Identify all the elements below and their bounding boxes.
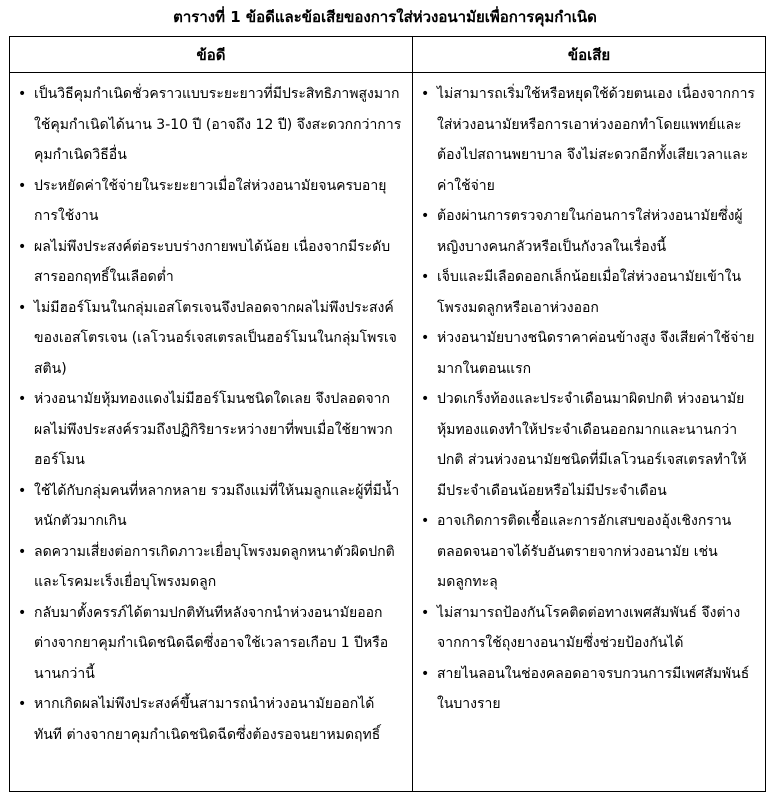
advantages-cell — [10, 73, 413, 792]
disadvantage-item-text: สายไนลอนในช่องคลอดอาจรบกวนการมีเพศสัมพันธ์ในบางราย — [437, 665, 750, 712]
bullet-icon: • — [421, 391, 430, 407]
advantage-item-text: ประหยัดค่าใช้จ่ายในระยะยาวเมื่อใส่ห่วงอนามัยจนครบอายุการใช้งาน — [34, 177, 387, 224]
disadvantage-item — [421, 262, 755, 323]
table-header-row — [10, 37, 766, 73]
advantage-item-text: กลับมาตั้งครรภ์ได้ตามปกติทันทีหลังจากนำห่วงอนามัยออก ต่างจากยาคุมกำเนิดชนิดฉีดซึ่งอาจใช้เวลารอเกือบ 1 ปีหรือนานกว่านี้ — [34, 604, 389, 682]
disadvantage-item — [421, 659, 755, 720]
disadvantage-item — [421, 506, 755, 598]
disadvantage-item — [421, 79, 755, 201]
bullet-icon: • — [421, 513, 430, 529]
advantage-item-text: ห่วงอนามัยหุ้มทองแดงไม่มีฮอร์โมนชนิดใดเลย จึงปลอดจากผลไม่พึงประสงค์รวมถึงปฏิกิริยาระหว่างยาที่พบเมื่อใช้ยาพวกฮอร์โมน — [34, 391, 393, 468]
advantages-list — [10, 73, 412, 750]
disadvantage-item-text: เจ็บและมีเลือดออกเล็กน้อยเมื่อใส่ห่วงอนามัยเข้าในโพรงมดลูกหรือเอาห่วงออก — [437, 269, 742, 316]
bullet-icon: • — [421, 208, 430, 224]
bullet-icon: • — [421, 86, 430, 102]
table-body-row — [10, 73, 766, 792]
bullet-icon: • — [421, 665, 430, 682]
disadvantage-item-text: อาจเกิดการติดเชื้อและการอักเสบของอุ้งเชิงกราน ตลอดจนอาจได้รับอันตรายจากห่วงอนามัย เช่น มดลูกทะลุ — [437, 513, 732, 590]
disadvantages-list — [413, 73, 765, 720]
advantage-item-text: เป็นวิธีคุมกำเนิดชั่วคราวแบบระยะยาวที่มีประสิทธิภาพสูงมาก ใช้คุมกำเนิดได้นาน 3-10 ปี (อาจถึง 12 ปี) จึงสะดวกกว่าการคุมกำเนิดวิธีอื่น — [34, 86, 402, 163]
bullet-icon: • — [18, 238, 27, 255]
disadvantage-item-text: ต้องผ่านการตรวจภายในก่อนการใส่ห่วงอนามัยซึ่งผู้หญิงบางคนกลัวหรือเป็นกังวลในเรื่องนี้ — [437, 208, 743, 255]
bullet-icon: • — [18, 86, 27, 102]
disadvantage-item — [421, 384, 755, 506]
disadvantage-item-text: ห่วงอนามัยบางชนิดราคาค่อนข้างสูง จึงเสียค่าใช้จ่ายมากในตอนแรก — [437, 330, 755, 377]
advantage-item-text: ลดความเสี่ยงต่อการเกิดภาวะเยื่อบุโพรงมดลูกหนาตัวผิดปกติและโรคมะเร็งเยื่อบุโพรงมดลูก — [34, 543, 395, 590]
disadvantages-cell — [413, 73, 766, 792]
bullet-icon: • — [421, 269, 430, 285]
disadvantage-item — [421, 323, 755, 384]
advantage-item-text: ใช้ได้กับกลุ่มคนที่หลากหลาย รวมถึงแม่ที่ให้นมลูกและผู้ที่มีน้ำหนักตัวมากเกิน — [34, 482, 400, 529]
pros-cons-table — [9, 36, 766, 792]
bullet-icon: • — [18, 604, 27, 621]
disadvantages-header: ข้อเสีย — [413, 37, 766, 73]
bullet-icon: • — [18, 543, 27, 560]
advantage-item — [18, 171, 402, 232]
table-title: ตารางที่ 1 ข้อดีและข้อเสียของการใส่ห่วงอนามัยเพื่อการคุมกำเนิด — [173, 8, 597, 26]
advantage-item-text: ไม่มีฮอร์โมนในกลุ่มเอสโตรเจนจึงปลอดจากผลไม่พึงประสงค์ของเอสโตรเจน (เลโวนอร์เจสเตรลเป็นฮอร์โมนในกลุ่มโพรเจสติน) — [34, 299, 397, 377]
advantage-item — [18, 598, 402, 690]
advantage-item — [18, 689, 402, 750]
disadvantage-item-text: ไม่สามารถเริ่มใช้หรือหยุดใช้ด้วยตนเอง เนื่องจากการใส่ห่วงอนามัยหรือการเอาห่วงออกทำโดยแพทย์และต้องไปสถานพยาบาล จึงไม่สะดวกอีกทั้งเสียเวลาและค่าใช้จ่าย — [437, 86, 755, 194]
bullet-icon: • — [18, 299, 27, 316]
advantage-item-text: หากเกิดผลไม่พึงประสงค์ขึ้นสามารถนำห่วงอนามัยออกได้ทันที ต่างจากยาคุมกำเนิดชนิดฉีดซึ่งต้องรอจนยาหมดฤทธิ์ — [34, 696, 381, 743]
bullet-icon: • — [18, 482, 27, 499]
advantage-item — [18, 537, 402, 598]
disadvantage-item — [421, 598, 755, 659]
bullet-icon: • — [18, 391, 27, 407]
bullet-icon: • — [421, 330, 430, 346]
advantage-item-text: ผลไม่พึงประสงค์ต่อระบบร่างกายพบได้น้อย เนื่องจากมีระดับสารออกฤทธิ์ในเลือดต่ำ — [34, 238, 391, 285]
advantage-item — [18, 476, 402, 537]
advantage-item — [18, 79, 402, 171]
advantage-item — [18, 293, 402, 385]
bullet-icon: • — [18, 177, 27, 194]
disadvantage-item-text: ไม่สามารถป้องกันโรคติดต่อทางเพศสัมพันธ์ จึงต่างจากการใช้ถุงยางอนามัยซึ่งช่วยป้องกันได้ — [437, 604, 741, 651]
bullet-icon: • — [18, 696, 27, 712]
advantage-item — [18, 384, 402, 476]
advantage-item — [18, 232, 402, 293]
bullet-icon: • — [421, 604, 430, 621]
disadvantage-item — [421, 201, 755, 262]
advantages-header: ข้อดี — [10, 37, 413, 73]
disadvantage-item-text: ปวดเกร็งท้องและประจำเดือนมาผิดปกติ ห่วงอนามัยหุ้มทองแดงทำให้ประจำเดือนออกมากและนานกว่าปกติ ส่วนห่วงอนามัยชนิดที่มีเลโวนอร์เจสเตรลทำให้มีประจำเดือนน้อยหรือไม่มีประจำเดือน — [437, 391, 747, 499]
